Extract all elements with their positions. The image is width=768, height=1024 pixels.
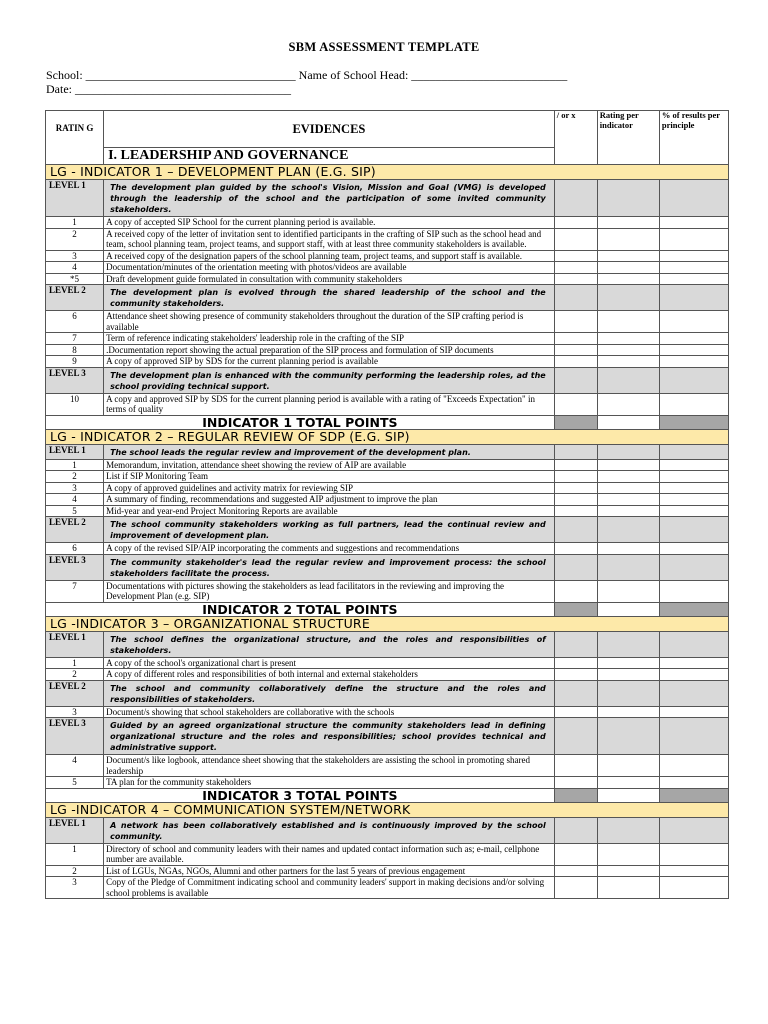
evidence-text: A copy of the revised SIP/AIP incorporating the comments and suggestions and recommendations <box>104 543 555 555</box>
evidence-row <box>46 262 729 274</box>
evidence-row <box>46 657 729 669</box>
blank-cell <box>554 669 597 681</box>
blank-cell <box>659 311 728 333</box>
blank-cell <box>597 393 659 415</box>
blank-cell <box>597 505 659 517</box>
indicator-title: LG -INDICATOR 4 – COMMUNICATION SYSTEM/NETWORK <box>46 802 729 817</box>
evidence-text: A copy of different roles and responsibilities of both internal and external stakeholders <box>104 669 555 681</box>
evidence-number: 3 <box>46 250 104 262</box>
level-row <box>46 680 729 706</box>
evidence-row <box>46 843 729 865</box>
evidence-text: A copy and approved SIP by SDS for the current planning period is available with a rating of "Exceeds Expectation" in terms of quality <box>104 393 555 415</box>
blank-cell <box>659 250 728 262</box>
blank-cell <box>554 788 597 802</box>
blank-cell <box>597 602 659 616</box>
indicator-title: LG -INDICATOR 3 – ORGANIZATIONAL STRUCTURE <box>46 616 729 631</box>
level-row <box>46 631 729 657</box>
blank-cell <box>597 333 659 345</box>
blank-cell <box>597 494 659 506</box>
blank-cell <box>597 669 659 681</box>
blank-cell <box>659 262 728 274</box>
blank-cell <box>554 459 597 471</box>
blank-cell <box>554 482 597 494</box>
level-row <box>46 180 729 217</box>
blank-cell <box>659 669 728 681</box>
evidence-text: A received copy of the letter of invitation sent to identified participants in the crafting of SIP such as the school head and team, school planning team, project teams, and support staff, with at least three community stakeholders is available. <box>104 228 555 250</box>
evidence-number: *5 <box>46 273 104 285</box>
blank-cell <box>554 393 597 415</box>
blank-cell <box>597 344 659 356</box>
blank-cell <box>597 706 659 718</box>
blank-cell <box>659 554 728 580</box>
evidence-text: Document/s showing that school stakeholders are collaborative with the schools <box>104 706 555 718</box>
assessment-table <box>45 110 729 899</box>
evidence-text: A summary of finding, recommendations and suggested AIP adjustment to improve the plan <box>104 494 555 506</box>
blank-cell <box>659 273 728 285</box>
blank-cell <box>659 631 728 657</box>
blank-cell <box>554 344 597 356</box>
evidence-number: 6 <box>46 311 104 333</box>
blank-cell <box>597 262 659 274</box>
blank-cell <box>554 356 597 368</box>
evidence-row <box>46 356 729 368</box>
evidence-number: 2 <box>46 471 104 483</box>
level-label: LEVEL 1 <box>46 180 104 217</box>
evidence-number: 2 <box>46 228 104 250</box>
evidence-number: 7 <box>46 333 104 345</box>
evidence-row <box>46 543 729 555</box>
level-description: Guided by an agreed organizational structure the community stakeholders lead in defining organizational structure and the roles and responsibilities; school provides technical and administrative support. <box>104 718 555 755</box>
blank-cell <box>597 554 659 580</box>
level-label: LEVEL 2 <box>46 517 104 543</box>
evidence-text: Documentation/minutes of the orientation meeting with photos/videos are available <box>104 262 555 274</box>
blank-cell <box>554 250 597 262</box>
blank-cell <box>554 415 597 429</box>
level-row <box>46 554 729 580</box>
evidence-row <box>46 865 729 877</box>
blank-cell <box>597 180 659 217</box>
blank-cell <box>597 865 659 877</box>
blank-cell <box>659 415 728 429</box>
evidence-row <box>46 580 729 602</box>
level-label: LEVEL 3 <box>46 718 104 755</box>
evidence-text: Attendance sheet showing presence of community stakeholders throughout the duration of the SIP crafting period is available <box>104 311 555 333</box>
blank-cell <box>597 517 659 543</box>
blank-cell <box>659 228 728 250</box>
blank-cell <box>659 180 728 217</box>
evidence-text: Documentations with pictures showing the stakeholders as lead facilitators in the reviewing and improving the Development Plan (e.g. SIP) <box>104 580 555 602</box>
level-label: LEVEL 3 <box>46 367 104 393</box>
blank-cell <box>554 262 597 274</box>
blank-cell <box>554 877 597 899</box>
blank-cell <box>659 777 728 789</box>
evidence-text: List of LGUs, NGAs, NGOs, Alumni and other partners for the last 5 years of previous engagement <box>104 865 555 877</box>
blank-cell <box>597 356 659 368</box>
blank-cell <box>597 718 659 755</box>
blank-cell <box>554 273 597 285</box>
level-description: The school defines the organizational structure, and the roles and responsibilities of stakeholders. <box>104 631 555 657</box>
indicator-total-row <box>46 788 729 802</box>
indicator-total-label: INDICATOR 1 TOTAL POINTS <box>46 415 555 429</box>
evidence-text: Document/s like logbook, attendance sheet showing that the stakeholders are assisting the school in promoting shared leadership <box>104 755 555 777</box>
evidence-text: Memorandum, invitation, attendance sheet showing the review of AIP are available <box>104 459 555 471</box>
blank-cell <box>597 228 659 250</box>
blank-cell <box>597 755 659 777</box>
level-description: The school community stakeholders working as full partners, lead the continual review and improvement of development plan. <box>104 517 555 543</box>
blank-cell <box>554 228 597 250</box>
blank-cell <box>554 517 597 543</box>
section-title: I. LEADERSHIP AND GOVERNANCE <box>104 148 555 165</box>
evidence-text: Copy of the Pledge of Commitment indicating school and community leaders' support in making decisions and/or solving school problems is available <box>104 877 555 899</box>
level-row <box>46 817 729 843</box>
evidence-row <box>46 505 729 517</box>
document-title: SBM ASSESSMENT TEMPLATE <box>288 40 480 54</box>
blank-cell <box>597 367 659 393</box>
evidence-row <box>46 471 729 483</box>
evidence-text: Term of reference indicating stakeholders' leadership role in the crafting of the SIP <box>104 333 555 345</box>
evidence-number: 3 <box>46 706 104 718</box>
blank-cell <box>659 285 728 311</box>
evidence-row <box>46 877 729 899</box>
blank-cell <box>554 777 597 789</box>
evidence-text: A copy of the school's organizational chart is present <box>104 657 555 669</box>
evidence-text: List if SIP Monitoring Team <box>104 471 555 483</box>
blank-cell <box>554 718 597 755</box>
blank-cell <box>659 718 728 755</box>
blank-cell <box>554 843 597 865</box>
blank-cell <box>554 505 597 517</box>
evidence-row <box>46 311 729 333</box>
evidence-number: 1 <box>46 657 104 669</box>
evidence-row <box>46 217 729 229</box>
blank-cell <box>597 657 659 669</box>
indicator-total-row <box>46 602 729 616</box>
blank-cell <box>597 415 659 429</box>
indicator-total-row <box>46 415 729 429</box>
evidence-text: .Documentation report showing the actual preparation of the SIP process and formulation of SIP documents <box>104 344 555 356</box>
evidence-row <box>46 333 729 345</box>
evidence-row <box>46 706 729 718</box>
level-label: LEVEL 1 <box>46 444 104 459</box>
blank-cell <box>597 273 659 285</box>
level-description: The school leads the regular review and improvement of the development plan. <box>104 444 555 459</box>
blank-cell <box>659 367 728 393</box>
header-rating-per-indicator: Rating per indicator <box>597 111 659 165</box>
blank-cell <box>659 505 728 517</box>
evidence-number: 1 <box>46 843 104 865</box>
blank-cell <box>554 817 597 843</box>
level-description: The development plan guided by the school's Vision, Mission and Goal (VMG) is developed through the leadership of the school and the participation of some invited community stakeholders. <box>104 180 555 217</box>
blank-cell <box>554 471 597 483</box>
evidence-number: 4 <box>46 262 104 274</box>
evidence-text: A copy of approved SIP by SDS for the current planning period is available <box>104 356 555 368</box>
blank-cell <box>597 680 659 706</box>
blank-cell <box>659 865 728 877</box>
evidence-row <box>46 344 729 356</box>
indicator-title: LG - INDICATOR 1 – DEVELOPMENT PLAN (E.G. SIP) <box>46 165 729 180</box>
evidence-text: Draft development guide formulated in consultation with community stakeholders <box>104 273 555 285</box>
evidence-number: 2 <box>46 865 104 877</box>
level-label: LEVEL 2 <box>46 680 104 706</box>
blank-cell <box>554 180 597 217</box>
blank-cell <box>659 217 728 229</box>
evidence-row <box>46 669 729 681</box>
evidence-text: Directory of school and community leaders with their names and updated contact information such as; e-mail, cellphone number are available. <box>104 843 555 865</box>
evidence-row <box>46 228 729 250</box>
evidence-row <box>46 250 729 262</box>
level-label: LEVEL 3 <box>46 554 104 580</box>
evidence-number: 10 <box>46 393 104 415</box>
blank-cell <box>659 706 728 718</box>
blank-cell <box>597 817 659 843</box>
evidence-number: 6 <box>46 543 104 555</box>
evidence-number: 4 <box>46 755 104 777</box>
blank-cell <box>554 333 597 345</box>
blank-cell <box>659 680 728 706</box>
evidence-row <box>46 482 729 494</box>
blank-cell <box>659 843 728 865</box>
blank-cell <box>597 788 659 802</box>
blank-cell <box>554 657 597 669</box>
blank-cell <box>597 311 659 333</box>
level-label: LEVEL 2 <box>46 285 104 311</box>
indicator-title: LG - INDICATOR 2 – REGULAR REVIEW OF SDP (E.G. SIP) <box>46 429 729 444</box>
evidence-number: 4 <box>46 494 104 506</box>
blank-cell <box>659 482 728 494</box>
indicator-row <box>46 616 729 631</box>
evidence-row <box>46 393 729 415</box>
blank-cell <box>597 482 659 494</box>
blank-cell <box>659 393 728 415</box>
evidence-number: 7 <box>46 580 104 602</box>
indicator-total-label: INDICATOR 2 TOTAL POINTS <box>46 602 555 616</box>
blank-cell <box>659 471 728 483</box>
blank-cell <box>659 356 728 368</box>
blank-cell <box>659 755 728 777</box>
level-description: A network has been collaboratively established and is continuously improved by the school community. <box>104 817 555 843</box>
evidence-row <box>46 273 729 285</box>
level-row <box>46 444 729 459</box>
header-check-mark: / or x <box>554 111 597 165</box>
blank-cell <box>554 706 597 718</box>
date-line: Date: ____________________________________ <box>46 82 291 96</box>
evidence-number: 2 <box>46 669 104 681</box>
blank-cell <box>597 250 659 262</box>
blank-cell <box>554 311 597 333</box>
blank-cell <box>597 444 659 459</box>
blank-cell <box>554 554 597 580</box>
level-label: LEVEL 1 <box>46 631 104 657</box>
header-evidences: EVIDENCES <box>104 111 555 148</box>
blank-cell <box>597 459 659 471</box>
blank-cell <box>659 459 728 471</box>
blank-cell <box>659 333 728 345</box>
table-header-row <box>46 111 729 148</box>
blank-cell <box>597 843 659 865</box>
blank-cell <box>554 367 597 393</box>
blank-cell <box>554 865 597 877</box>
evidence-text: Mid-year and year-end Project Monitoring Reports are available <box>104 505 555 517</box>
blank-cell <box>554 543 597 555</box>
evidence-text: A received copy of the designation papers of the school planning team, project teams, and support staff is available. <box>104 250 555 262</box>
blank-cell <box>597 631 659 657</box>
evidence-number: 5 <box>46 777 104 789</box>
assessment-table-wrapper <box>45 110 729 899</box>
blank-cell <box>659 602 728 616</box>
evidence-row <box>46 777 729 789</box>
blank-cell <box>597 471 659 483</box>
evidence-number: 1 <box>46 217 104 229</box>
blank-cell <box>597 877 659 899</box>
level-row <box>46 517 729 543</box>
blank-cell <box>554 602 597 616</box>
indicator-row <box>46 165 729 180</box>
blank-cell <box>554 580 597 602</box>
evidence-row <box>46 494 729 506</box>
blank-cell <box>659 444 728 459</box>
blank-cell <box>597 777 659 789</box>
blank-cell <box>554 755 597 777</box>
evidence-number: 3 <box>46 482 104 494</box>
level-row <box>46 285 729 311</box>
level-row <box>46 367 729 393</box>
header-percent-results: % of results per principle <box>659 111 728 165</box>
blank-cell <box>554 217 597 229</box>
level-description: The school and community collaboratively define the structure and the roles and responsibilities of stakeholders. <box>104 680 555 706</box>
blank-cell <box>659 543 728 555</box>
header-rating: RATIN G <box>46 111 104 165</box>
evidence-number: 3 <box>46 877 104 899</box>
level-description: The development plan is enhanced with the community performing the leadership roles, ad the school providing technical support. <box>104 367 555 393</box>
blank-cell <box>554 631 597 657</box>
blank-cell <box>597 580 659 602</box>
evidence-number: 8 <box>46 344 104 356</box>
evidence-text: TA plan for the community stakeholders <box>104 777 555 789</box>
evidence-number: 9 <box>46 356 104 368</box>
blank-cell <box>597 217 659 229</box>
level-label: LEVEL 1 <box>46 817 104 843</box>
blank-cell <box>554 680 597 706</box>
indicator-row <box>46 802 729 817</box>
blank-cell <box>659 517 728 543</box>
evidence-text: A copy of accepted SIP School for the current planning period is available. <box>104 217 555 229</box>
evidence-row <box>46 755 729 777</box>
blank-cell <box>659 657 728 669</box>
blank-cell <box>554 285 597 311</box>
evidence-number: 5 <box>46 505 104 517</box>
blank-cell <box>659 877 728 899</box>
blank-cell <box>659 580 728 602</box>
blank-cell <box>554 494 597 506</box>
blank-cell <box>659 494 728 506</box>
blank-cell <box>659 817 728 843</box>
blank-cell <box>554 444 597 459</box>
indicator-total-label: INDICATOR 3 TOTAL POINTS <box>46 788 555 802</box>
blank-cell <box>659 344 728 356</box>
level-row <box>46 718 729 755</box>
blank-cell <box>597 543 659 555</box>
level-description: The community stakeholder's lead the regular review and improvement process: the school stakeholders facilitate the process. <box>104 554 555 580</box>
blank-cell <box>597 285 659 311</box>
level-description: The development plan is evolved through the shared leadership of the school and the community stakeholders. <box>104 285 555 311</box>
blank-cell <box>659 788 728 802</box>
school-and-head-line: School: ___________________________________ Name of School Head: __________________________ <box>46 68 568 82</box>
indicator-row <box>46 429 729 444</box>
evidence-text: A copy of approved guidelines and activity matrix for reviewing SIP <box>104 482 555 494</box>
evidence-row <box>46 459 729 471</box>
evidence-number: 1 <box>46 459 104 471</box>
